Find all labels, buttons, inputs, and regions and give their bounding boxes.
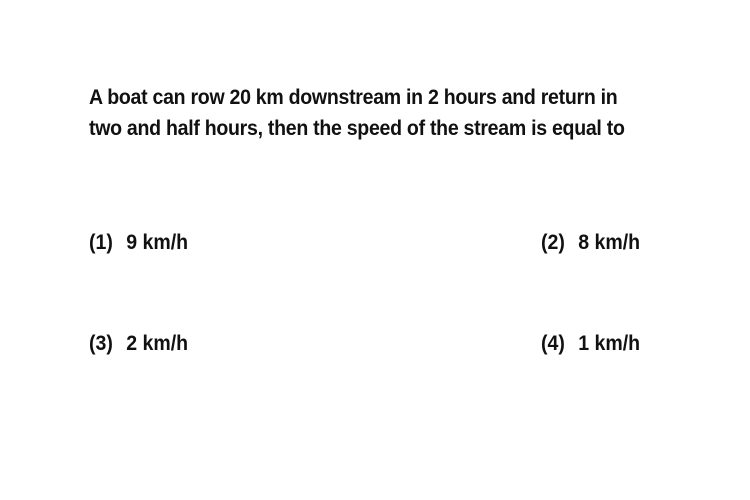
option-4-number: (4) xyxy=(541,332,565,355)
option-2-text: 8 km/h xyxy=(578,231,641,254)
option-1-text: 9 km/h xyxy=(126,231,189,254)
question-line-2: two and half hours, then the speed of the stream is equal to xyxy=(89,117,625,140)
option-2 xyxy=(541,231,640,255)
option-1-number: (1) xyxy=(89,231,113,254)
option-3-number: (3) xyxy=(89,332,113,355)
question-text xyxy=(89,82,666,144)
option-3 xyxy=(89,332,188,356)
option-4 xyxy=(541,332,640,356)
option-4-text: 1 km/h xyxy=(578,332,641,355)
option-3-text: 2 km/h xyxy=(126,332,189,355)
option-1 xyxy=(89,231,188,255)
question-line-1: A boat can row 20 km downstream in 2 hours and return in xyxy=(89,86,618,109)
option-2-number: (2) xyxy=(541,231,565,254)
